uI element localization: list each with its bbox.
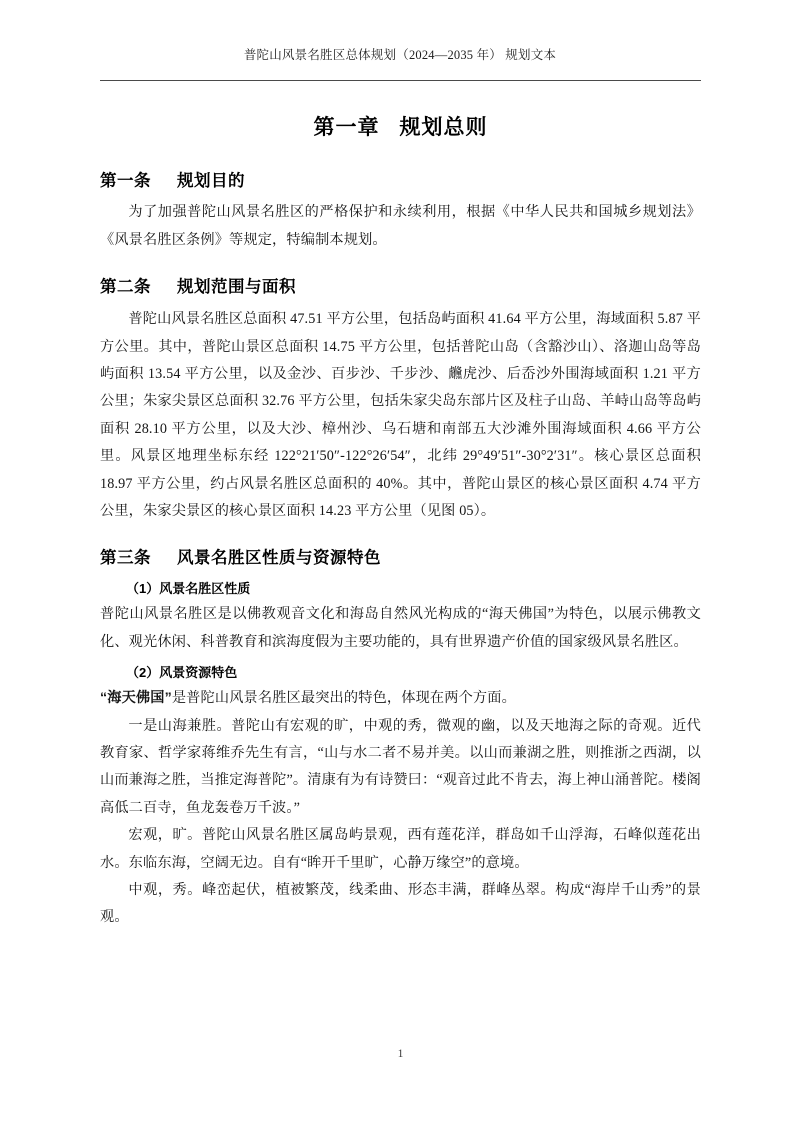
article-one-title: 规划目的 (177, 171, 245, 190)
subsection-one-body: 普陀山风景名胜区是以佛教观音文化和海岛自然风光构成的“海天佛国”为特色，以展示佛教文化、观光休闲、科普教育和滨海度假为主要功能的，具有世界遗产价值的国家级风景名胜区。 (100, 606, 701, 650)
article-three-number: 第三条 (100, 549, 151, 568)
chapter-number: 第一章 (313, 116, 380, 139)
subsection-two-intro-rest: 是普陀山风景名胜区最突出的特色，体现在两个方面。 (171, 690, 516, 707)
feature-paragraph-one: 一是山海兼胜。普陀山有宏观的旷，中观的秀，微观的幽，以及天地海之际的奇观。近代教育家、哲学家蒋维乔先生有言，“山与水二者不易并美。以山而兼湖之胜，则推浙之西湖，以山而兼海之胜，当推定海普陀”。清康有为有诗赞曰：“观音过此不肯去，海上神山涌普陀。楼阁高低二百寺，鱼龙轰卷万千波。” (100, 717, 701, 816)
article-two-title: 规划范围与面积 (177, 278, 296, 297)
article-two-number: 第二条 (100, 278, 151, 297)
feature-keyword-bold: “海天佛国” (100, 690, 172, 707)
article-two-paragraph: 普陀山风景名胜区总面积 47.51 平方公里，包括岛屿面积 41.64 平方公里，海域面积 5.87 平方公里。其中，普陀山景区总面积 14.75 平方公里，包括普陀山岛（含豁沙山）、洛迦山岛等岛屿面积 13.54 平方公里，以及金沙、百步沙、千步沙、虪虎沙、后岙沙外围海域面积 1.21 平方公里；朱家尖景区总面积 32.76 平方公里，包括朱家尖岛东部片区及柱子山岛、羊峙山岛等岛屿面积 28.10 平方公里，以及大沙、樟州沙、乌石塘和南部五大沙滩外围海域面积 4.66 平方公里。风景区地理坐标东经 122°21′50″-122°26′54″，北纬 29°49′51″-30°2′31″。核心景区总面积 18.97 平方公里，约占风景名胜区总面积的 40%。其中，普陀山景区的核心景区面积 4.74 平方公里，朱家尖景区的核心景区面积 14.23 平方公里（见图 05）。 (100, 311, 701, 519)
feature-paragraph-three: 中观，秀。峰峦起伏，植被繁茂，线柔曲、形态丰满，群峰丛翠。构成“海岸千山秀”的景观。 (100, 882, 701, 926)
article-heading-three (100, 547, 701, 571)
running-header-text: 普陀山风景名胜区总体规划（2024—2035 年） 规划文本 (243, 48, 557, 62)
article-heading-one (100, 170, 701, 194)
running-header (100, 48, 700, 63)
feature-paragraph-two: 宏观，旷。普陀山风景名胜区属岛屿景观，西有莲花洋，群岛如千山浮海，石峰似莲花出水。东临东海，空阔无边。自有“眸开千里旷，心静万缘空”的意境。 (100, 827, 701, 871)
subsection-label-two: （2）风景资源特色 (126, 665, 238, 681)
page-footer (100, 1044, 701, 1062)
subsection-two-intro (100, 685, 701, 712)
subsection-label-one: （1）风景名胜区性质 (126, 581, 251, 597)
article-three-title: 风景名胜区性质与资源特色 (177, 549, 381, 568)
document-body (100, 104, 701, 932)
article-heading-two (100, 276, 701, 300)
header-divider-rule (100, 80, 701, 81)
chapter-title (100, 112, 701, 144)
page-number: 1 (397, 1048, 404, 1060)
article-one-number: 第一条 (100, 171, 151, 190)
article-one-paragraph: 为了加强普陀山风景名胜区的严格保护和永续利用，根据《中华人民共和国城乡规划法》《风景名胜区条例》等规定，特编制本规划。 (100, 204, 701, 248)
chapter-title-text: 规划总则 (399, 116, 488, 139)
